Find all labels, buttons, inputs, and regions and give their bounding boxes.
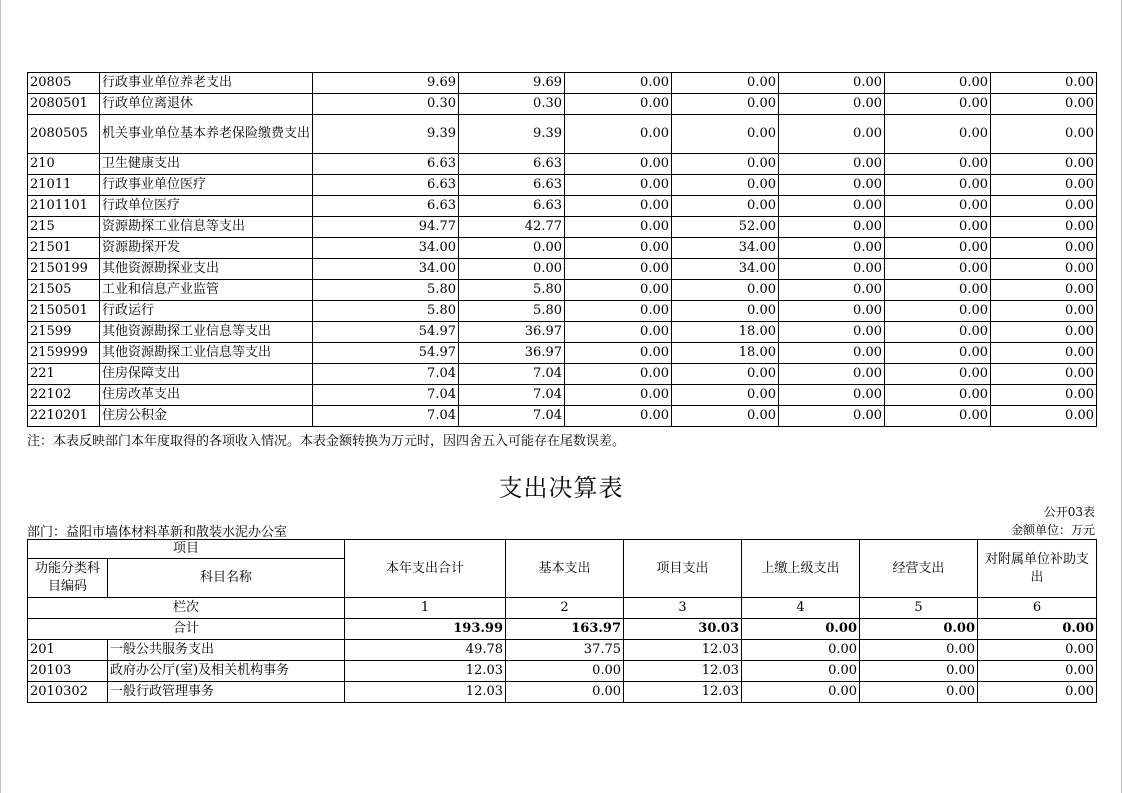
row-value: 0.00 (991, 385, 1097, 406)
row-value: 42.77 (459, 217, 565, 238)
table-row (28, 238, 1097, 259)
row-value: 6.63 (313, 196, 459, 217)
row-value: 0.00 (672, 301, 779, 322)
row-value: 5.80 (459, 301, 565, 322)
row-name: 住房改革支出 (100, 385, 313, 406)
row-value: 0.00 (672, 385, 779, 406)
row-value: 0.00 (742, 661, 860, 682)
table-row (28, 322, 1097, 343)
row-value: 0.00 (672, 115, 779, 154)
public-number: 公开03表 (1043, 505, 1095, 519)
row-value: 18.00 (672, 322, 779, 343)
row-value: 0.00 (779, 175, 885, 196)
row-code: 22102 (28, 385, 100, 406)
total-row (28, 619, 1097, 640)
row-value: 0.00 (885, 406, 991, 427)
table-row (28, 640, 1097, 661)
row-value: 0.00 (565, 94, 672, 115)
row-code: 2080505 (28, 115, 100, 154)
row-value: 36.97 (459, 343, 565, 364)
row-value: 0.00 (991, 364, 1097, 385)
table-row (28, 280, 1097, 301)
department-label: 部门：益阳市墙体材料革新和散装水泥办公室 (27, 525, 288, 540)
row-value: 0.00 (860, 682, 978, 703)
row-value: 0.00 (991, 115, 1097, 154)
row-value: 0.00 (885, 154, 991, 175)
row-value: 0.00 (742, 640, 860, 661)
row-value: 0.00 (565, 115, 672, 154)
row-value: 0.00 (565, 343, 672, 364)
row-code: 2010302 (28, 682, 108, 703)
row-value: 0.00 (565, 301, 672, 322)
total-label: 合计 (28, 619, 345, 640)
row-name: 行政事业单位养老支出 (100, 73, 313, 94)
row-value: 0.00 (885, 385, 991, 406)
row-name: 机关事业单位基本养老保险缴费支出 (100, 115, 313, 154)
total-value: 163.97 (506, 619, 624, 640)
row-value: 0.00 (991, 238, 1097, 259)
row-name: 一般行政管理事务 (108, 682, 345, 703)
row-value: 7.04 (313, 385, 459, 406)
row-value: 0.00 (779, 154, 885, 175)
row-value: 0.00 (991, 196, 1097, 217)
row-name: 行政运行 (100, 301, 313, 322)
row-value: 0.00 (779, 73, 885, 94)
row-value: 0.00 (885, 73, 991, 94)
row-value: 0.00 (885, 217, 991, 238)
row-name: 其他资源勘探业支出 (100, 259, 313, 280)
row-value: 0.00 (779, 280, 885, 301)
page-title: 支出决算表 (498, 474, 624, 502)
row-name: 行政事业单位医疗 (100, 175, 313, 196)
row-value: 0.00 (565, 175, 672, 196)
row-value: 0.30 (459, 94, 565, 115)
row-name: 住房公积金 (100, 406, 313, 427)
row-value: 0.00 (565, 73, 672, 94)
row-value: 6.63 (313, 154, 459, 175)
row-value: 0.00 (779, 301, 885, 322)
col-num: 3 (624, 598, 742, 619)
row-value: 0.00 (991, 217, 1097, 238)
row-value: 0.00 (885, 94, 991, 115)
row-value: 12.03 (624, 640, 742, 661)
row-value: 0.00 (860, 640, 978, 661)
row-value: 0.00 (885, 175, 991, 196)
row-value: 12.03 (345, 661, 506, 682)
row-code: 20103 (28, 661, 108, 682)
row-value: 0.00 (672, 196, 779, 217)
row-value: 54.97 (313, 343, 459, 364)
table-note: 注：本表反映部门本年度取得的各项收入情况。本表金额转换为万元时，因四舍五入可能存在尾数误差。 (27, 434, 626, 449)
row-value: 0.00 (978, 682, 1097, 703)
row-value: 34.00 (313, 238, 459, 259)
row-value: 0.00 (565, 322, 672, 343)
table-row (28, 406, 1097, 427)
row-value: 0.00 (672, 280, 779, 301)
row-name: 资源勘探开发 (100, 238, 313, 259)
header-col-1: 本年支出合计 (345, 540, 506, 598)
row-value: 0.00 (742, 682, 860, 703)
row-value: 9.69 (313, 73, 459, 94)
row-value: 0.00 (991, 73, 1097, 94)
row-value: 0.00 (672, 94, 779, 115)
row-code: 2101101 (28, 196, 100, 217)
col-num: 1 (345, 598, 506, 619)
row-value: 0.00 (991, 322, 1097, 343)
col-num: 5 (860, 598, 978, 619)
row-value: 0.00 (978, 661, 1097, 682)
row-value: 0.00 (779, 238, 885, 259)
row-value: 37.75 (506, 640, 624, 661)
row-value: 0.00 (779, 385, 885, 406)
row-value: 12.03 (345, 682, 506, 703)
table-row (28, 682, 1097, 703)
header-col-2: 基本支出 (506, 540, 624, 598)
row-value: 7.04 (459, 364, 565, 385)
row-code: 201 (28, 640, 108, 661)
row-value: 9.69 (459, 73, 565, 94)
row-value: 0.00 (885, 322, 991, 343)
row-value: 0.00 (565, 154, 672, 175)
row-code: 2159999 (28, 343, 100, 364)
row-value: 5.80 (459, 280, 565, 301)
row-value: 0.00 (991, 280, 1097, 301)
row-value: 0.00 (779, 217, 885, 238)
row-code: 20805 (28, 73, 100, 94)
row-value: 94.77 (313, 217, 459, 238)
row-value: 52.00 (672, 217, 779, 238)
table-row (28, 217, 1097, 238)
row-value: 0.00 (978, 640, 1097, 661)
row-value: 0.00 (885, 280, 991, 301)
row-value: 7.04 (313, 364, 459, 385)
row-value: 0.00 (459, 259, 565, 280)
row-value: 0.00 (779, 94, 885, 115)
col-num: 4 (742, 598, 860, 619)
table-row (28, 175, 1097, 196)
row-value: 0.00 (672, 406, 779, 427)
row-code: 2080501 (28, 94, 100, 115)
row-value: 0.00 (779, 343, 885, 364)
row-value: 6.63 (459, 154, 565, 175)
unit-label: 金额单位：万元 (1010, 523, 1095, 537)
row-value: 6.63 (459, 175, 565, 196)
row-code: 210 (28, 154, 100, 175)
total-value: 0.00 (742, 619, 860, 640)
table-row (28, 259, 1097, 280)
table-row (28, 115, 1097, 154)
row-code: 221 (28, 364, 100, 385)
row-value: 12.03 (624, 661, 742, 682)
row-value: 34.00 (672, 238, 779, 259)
row-code: 215 (28, 217, 100, 238)
row-value: 0.00 (672, 73, 779, 94)
table-row (28, 661, 1097, 682)
row-value: 0.00 (991, 406, 1097, 427)
row-code: 2210201 (28, 406, 100, 427)
row-value: 7.04 (459, 385, 565, 406)
row-name: 一般公共服务支出 (108, 640, 345, 661)
row-value: 0.00 (779, 322, 885, 343)
row-code: 21501 (28, 238, 100, 259)
table-row (28, 94, 1097, 115)
row-value: 0.00 (779, 406, 885, 427)
row-name: 资源勘探工业信息等支出 (100, 217, 313, 238)
row-value: 7.04 (313, 406, 459, 427)
row-value: 0.00 (672, 154, 779, 175)
row-code: 21599 (28, 322, 100, 343)
row-name: 其他资源勘探工业信息等支出 (100, 343, 313, 364)
row-code: 2150199 (28, 259, 100, 280)
row-code: 2150501 (28, 301, 100, 322)
row-value: 54.97 (313, 322, 459, 343)
table-row (28, 343, 1097, 364)
row-value: 0.00 (565, 196, 672, 217)
row-value: 6.63 (459, 196, 565, 217)
row-value: 0.00 (885, 115, 991, 154)
row-value: 34.00 (313, 259, 459, 280)
row-value: 0.00 (991, 175, 1097, 196)
row-value: 0.00 (459, 238, 565, 259)
table-row (28, 196, 1097, 217)
table-row (28, 154, 1097, 175)
row-value: 0.00 (885, 259, 991, 280)
row-value: 0.00 (672, 364, 779, 385)
col-num: 6 (978, 598, 1097, 619)
col-num: 2 (506, 598, 624, 619)
row-code: 21011 (28, 175, 100, 196)
row-value: 0.00 (991, 94, 1097, 115)
row-value: 0.00 (779, 259, 885, 280)
total-value: 0.00 (860, 619, 978, 640)
row-name: 住房保障支出 (100, 364, 313, 385)
row-value: 9.39 (459, 115, 565, 154)
row-value: 0.00 (885, 238, 991, 259)
row-value: 6.63 (313, 175, 459, 196)
expenditure-table (27, 539, 1097, 703)
header-name: 科目名称 (108, 559, 345, 598)
row-name: 工业和信息产业监管 (100, 280, 313, 301)
total-value: 193.99 (345, 619, 506, 640)
row-name: 其他资源勘探工业信息等支出 (100, 322, 313, 343)
total-value: 0.00 (978, 619, 1097, 640)
header-row-label: 栏次 (28, 598, 345, 619)
row-value: 0.00 (779, 115, 885, 154)
row-value: 0.00 (565, 217, 672, 238)
row-value: 0.00 (991, 301, 1097, 322)
row-value: 0.00 (779, 364, 885, 385)
header-code: 功能分类科目编码 (28, 559, 108, 598)
header-col-6: 对附属单位补助支出 (978, 540, 1097, 598)
row-value: 5.80 (313, 280, 459, 301)
total-value: 30.03 (624, 619, 742, 640)
row-value: 0.00 (565, 364, 672, 385)
row-name: 政府办公厅(室)及相关机构事务 (108, 661, 345, 682)
row-value: 0.00 (565, 238, 672, 259)
row-value: 49.78 (345, 640, 506, 661)
row-value: 0.00 (885, 364, 991, 385)
row-value: 0.00 (860, 661, 978, 682)
row-value: 0.00 (885, 196, 991, 217)
row-value: 0.00 (991, 343, 1097, 364)
row-value: 5.80 (313, 301, 459, 322)
row-value: 0.00 (779, 196, 885, 217)
table-row (28, 364, 1097, 385)
row-value: 9.39 (313, 115, 459, 154)
header-col-3: 项目支出 (624, 540, 742, 598)
row-value: 0.00 (991, 259, 1097, 280)
row-name: 卫生健康支出 (100, 154, 313, 175)
row-value: 0.00 (565, 385, 672, 406)
header-item: 项目 (28, 540, 345, 559)
row-value: 18.00 (672, 343, 779, 364)
table-row (28, 385, 1097, 406)
row-value: 36.97 (459, 322, 565, 343)
header-col-5: 经营支出 (860, 540, 978, 598)
row-value: 12.03 (624, 682, 742, 703)
row-code: 21505 (28, 280, 100, 301)
row-value: 0.30 (313, 94, 459, 115)
table-row (28, 301, 1097, 322)
row-value: 0.00 (506, 661, 624, 682)
row-value: 0.00 (565, 280, 672, 301)
income-table (27, 72, 1097, 427)
row-value: 34.00 (672, 259, 779, 280)
row-value: 0.00 (885, 301, 991, 322)
row-value: 7.04 (459, 406, 565, 427)
header-col-4: 上缴上级支出 (742, 540, 860, 598)
row-value: 0.00 (885, 343, 991, 364)
row-value: 0.00 (565, 406, 672, 427)
row-value: 0.00 (565, 259, 672, 280)
row-name: 行政单位离退休 (100, 94, 313, 115)
row-value: 0.00 (991, 154, 1097, 175)
row-value: 0.00 (506, 682, 624, 703)
row-name: 行政单位医疗 (100, 196, 313, 217)
row-value: 0.00 (672, 175, 779, 196)
table-row (28, 73, 1097, 94)
